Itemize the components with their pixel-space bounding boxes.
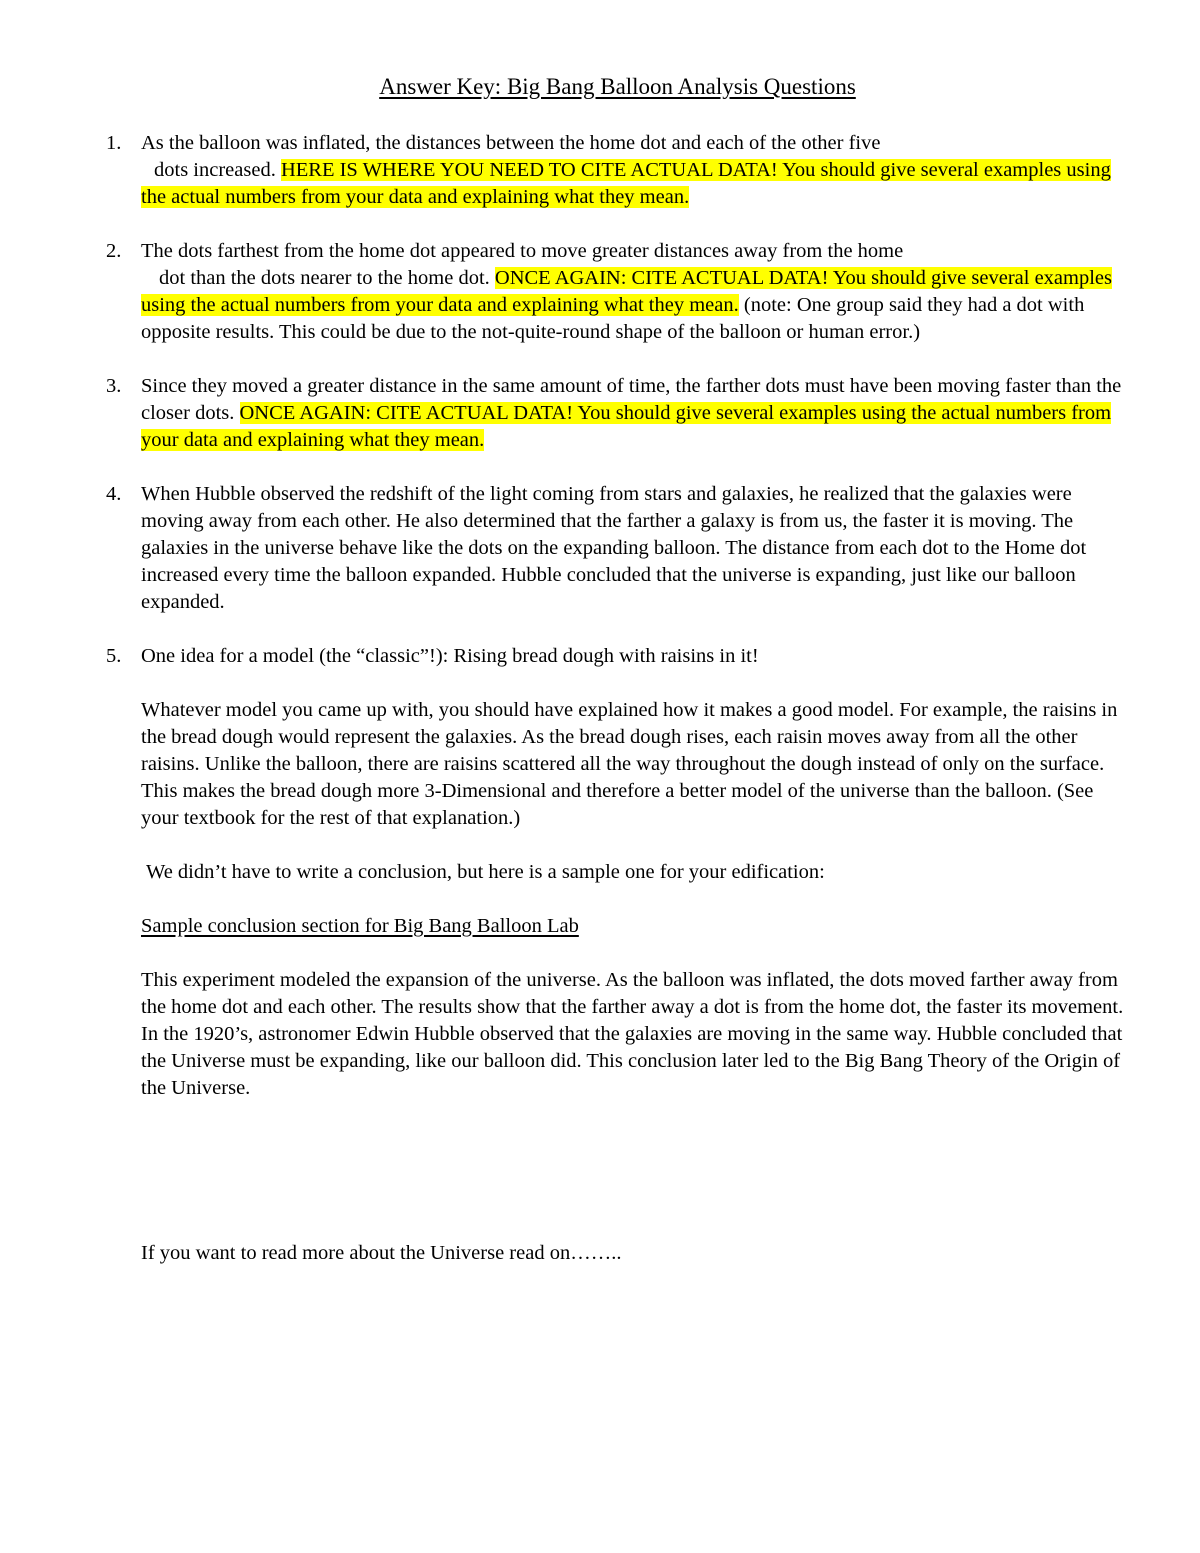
item-text: When Hubble observed the redshift of the light coming from stars and galaxies, he realized that the galaxies were moving away from each other. He also determined that the farther a galaxy is from us, the faster it is moving. The galaxies in the universe behave like the dots on the expanding balloon. The distance from each dot to the Home dot increased every time the balloon expanded. Hubble concluded that the universe is expanding, just like our balloon expanded. xyxy=(141,483,1087,613)
item-number: 5. xyxy=(106,645,122,667)
item-body xyxy=(141,481,1131,616)
item-body xyxy=(141,130,1131,211)
item-text-line2: dots increased. xyxy=(154,159,281,181)
sample-conclusion-body: This experiment modeled the expansion of the universe. As the balloon was inflated, the dots moved farther away from the home dot and each other. The results show that the farther away a dot is from the home dot, the faster its movement. In the 1920’s, astronomer Edwin Hubble observed that the galaxies are moving in the same way. Hubble concluded that the Universe must be expanding, like our balloon did. This conclusion later led to the Big Bang Theory of the Origin of the Universe. xyxy=(141,969,1124,1099)
item-body xyxy=(141,643,1131,1102)
item-note: (note: One group said they had a dot with opposite results. This could be due to the not-quite-round shape of the balloon or human error.) xyxy=(141,294,1085,343)
answer-list xyxy=(0,130,1200,1129)
item-text-line2: dot than the dots nearer to the home dot. xyxy=(159,267,495,289)
model-intro: One idea for a model (the “classic”!): Rising bread dough with raisins in it! xyxy=(141,645,759,667)
item-text-line1: The dots farthest from the home dot appeared to move greater distances away from the home xyxy=(141,240,904,262)
highlighted-instruction: ONCE AGAIN: CITE ACTUAL DATA! You should give several examples using the actual numbers from your data and explaining what they mean. xyxy=(141,402,1112,451)
item-number: 2. xyxy=(106,240,122,262)
item-text-line1: As the balloon was inflated, the distances between the home dot and each of the other five xyxy=(141,132,881,154)
list-item-3 xyxy=(0,373,1200,454)
list-item-4 xyxy=(0,481,1200,616)
highlighted-instruction: HERE IS WHERE YOU NEED TO CITE ACTUAL DATA! You should give several examples using the actual numbers from your data and explaining what they mean. xyxy=(141,159,1111,208)
sample-conclusion-heading: Sample conclusion section for Big Bang Balloon Lab xyxy=(141,915,579,937)
list-item-2 xyxy=(0,238,1200,346)
item-number: 4. xyxy=(106,483,122,505)
item-body xyxy=(141,373,1131,454)
list-item-5 xyxy=(0,643,1200,1102)
list-item-1 xyxy=(0,130,1200,211)
item-number: 1. xyxy=(106,132,122,154)
highlighted-instruction: ONCE AGAIN: CITE ACTUAL DATA! You should give several examples using the actual numbers from your data and explaining what they mean. xyxy=(141,267,1112,316)
model-explanation: Whatever model you came up with, you should have explained how it makes a good model. For example, the raisins in the bread dough would represent the galaxies. As the bread dough rises, each raisin moves away from all the other raisins. Unlike the balloon, there are raisins scattered all the way throughout the dough instead of only on the surface. This makes the bread dough more 3-Dimensional and therefore a better model of the universe than the balloon. (See your textbook for the rest of that explanation.) xyxy=(141,699,1118,829)
read-more-line: If you want to read more about the Universe read on…….. xyxy=(141,1242,622,1264)
item-body xyxy=(141,238,1131,346)
item-number: 3. xyxy=(106,375,122,397)
page-title: Answer Key: Big Bang Balloon Analysis Questions xyxy=(379,74,856,99)
conclusion-lead: We didn’t have to write a conclusion, but here is a sample one for your edification: xyxy=(146,861,825,883)
item-text: Since they moved a greater distance in the same amount of time, the farther dots must have been moving faster than the closer dots. xyxy=(141,375,1122,424)
